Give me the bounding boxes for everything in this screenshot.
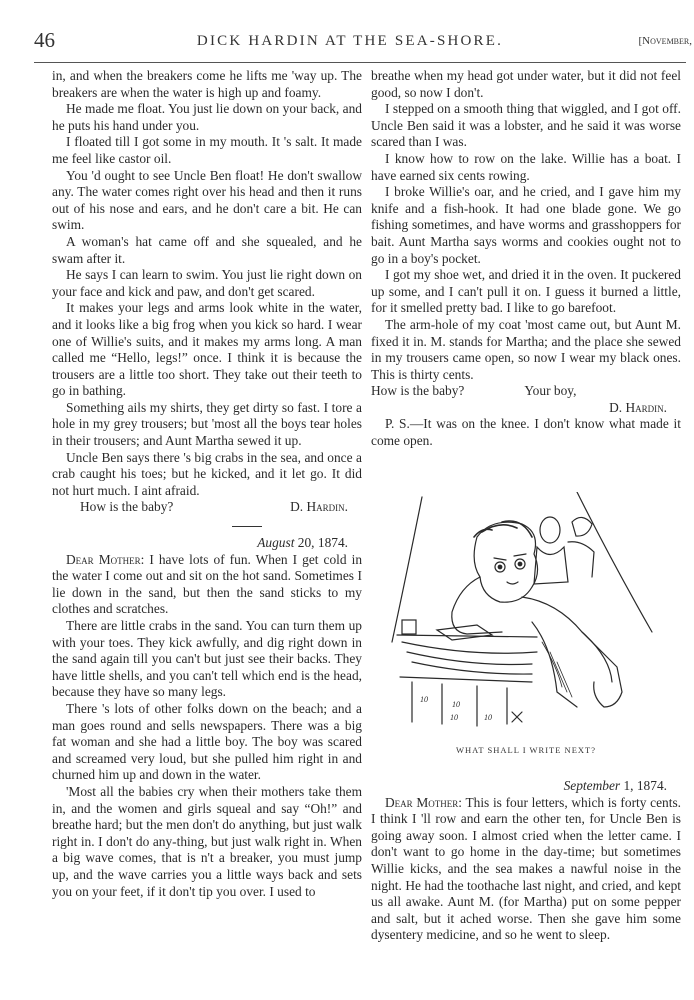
paragraph: I know how to row on the lake. Willie has a boat. I have earned six cents rowing. — [371, 150, 681, 183]
paragraph: I broke Willie's oar, and he cried, and I gave him my knife and a fish-hook. It had one blade gone. We go fishing sometimes, and have worms and grasshoppers for bait. Aunt Martha says worms and cookies ought not to go in a boy's pocket. — [371, 184, 681, 266]
issue-label: [November, — [638, 35, 692, 47]
salutation: Dear Mother — [385, 794, 459, 810]
paragraph: I got my shoe wet, and dried it in the oven. It puckered up some, and I can't pull it on. I guess it burned a little, for it smelled pretty bad. I like to go barefoot. — [371, 267, 681, 316]
ink-mark: 10 — [452, 700, 460, 709]
background-figures — [534, 517, 594, 584]
paragraph: Uncle Ben says there 's big crabs in the sea, and once a crab caught his toes; but he kicked, and it let go. It did not hurt much. I aint afraid. — [52, 449, 362, 498]
paragraph: The arm-hole of my coat 'most came out, but Aunt M. fixed it in. M. stands for Martha; and the place she sewed in my trousers came open, so now I wear my black ones. This is thirty cents. — [371, 316, 681, 382]
paragraph: 'Most all the babies cry when their mothers take them in, and the women and girls squeal and say “Oh!” and breathe hard; but the men don't do anything, but just walk right in. I don't do any-thing, but just walk right in. When a big wave comes, that is n't a breaker, you must jump up, and the wave carries you a little ways back and sets you on your feet, if it don't tip you over. I used to — [52, 783, 362, 899]
curtain-right — [577, 492, 652, 632]
ink-mark: 10 — [420, 695, 428, 704]
paragraph: in, and when the breakers come he lifts me 'way up. The breakers are when the water is high up and foamy. — [52, 68, 362, 100]
closing-question: How is the baby? — [371, 383, 465, 399]
paragraph: A woman's hat came off and she squealed, and he swam after it. — [52, 233, 362, 266]
left-column — [52, 68, 362, 900]
letter-closing — [371, 383, 681, 400]
ink-mark: 10 — [450, 713, 458, 722]
closing-question: How is the baby? — [80, 499, 174, 515]
signature: D. Hardin. — [609, 399, 667, 415]
paragraph — [52, 552, 362, 618]
paragraph: He says I can learn to swim. You just lie right down on your face and kick and paw, and don't get scared. — [52, 267, 362, 299]
section-divider — [232, 526, 262, 527]
paragraph: It makes your legs and arms look white in the water, and it looks like a big frog when you kick so hard. I wear one of Willie's suits, and it makes my arms long. A man called me “Hello, legs!” once. I think it is because the trousers are a little too short. They take out their teeth to go in bathing. — [52, 300, 362, 399]
paragraph: He made me float. You just lie down on your back, and he puts his hand under you. — [52, 101, 362, 133]
paragraph: There are little crabs in the sand. You can turn them up with your toes. They kick awfully, and dig right down in the sand again till you can't but just see their backs. They have little shells, and you can't tell which end is the head, because they have so many legs. — [52, 618, 362, 700]
date-rest: 20, 1874. — [294, 535, 348, 551]
running-title: DICK HARDIN AT THE SEA-SHORE. — [196, 33, 504, 49]
header-rule — [34, 62, 686, 63]
letter-closing — [52, 499, 362, 516]
paragraph-text: : This is four letters, which is forty cents. I think I 'll row and earn the other ten, for Uncle Ben is going away soon. I almost cried when the letter came. I don't want to go home in the day-time; but sometimes Willie kicks, and the sea makes a nawful noise in the night. He had the toothache last night, and cried, and kept us all awake. Aunt M. (for Martha) put on some pepper and salt, but it ached worse. Then she gave him some dysentery medicine, and so he went to sleep. — [371, 794, 682, 943]
paragraph — [371, 795, 681, 944]
postscript: P. S.—It was on the knee. I don't know what made it come open. — [371, 416, 681, 449]
figure-caption: WHAT SHALL I WRITE NEXT? — [456, 745, 596, 755]
ink-mark: 10 — [484, 713, 492, 722]
paragraph: Something ails my shirts, they get dirty so fast. I tore a hole in my grey trousers; but 'most all the boys tear holes in their trousers; and Aunt Martha sewed it up. — [52, 399, 362, 449]
right-column-lower — [371, 770, 681, 944]
letter-date — [371, 778, 681, 795]
salutation: Dear Mother — [66, 551, 141, 567]
boy-head — [474, 521, 538, 602]
paragraph-text: : I have lots of fun. When I get cold in the water I come out and sit on the hot sand. Sometimes I lie down in the sand, but then the sand sticks to my clothes and scratches. — [52, 551, 363, 617]
page-header — [34, 28, 692, 60]
signature: D. Hardin. — [290, 499, 348, 515]
date-rest: 1, 1874. — [620, 778, 667, 793]
paragraph: I stepped on a smooth thing that wiggled, and I got off. Uncle Ben said it was a lobster, and he said it was worse scared than I was. — [371, 101, 681, 150]
date-month: August — [257, 535, 295, 551]
right-column — [371, 68, 681, 450]
closing-phrase: Your boy, — [524, 383, 577, 399]
paragraph: I floated till I got some in my mouth. It 's salt. It made me feel like castor oil. — [52, 134, 362, 166]
artist-monogram — [512, 712, 522, 722]
inkwell — [402, 620, 416, 634]
paragraph: There 's lots of other folks down on the beach; and a man goes round and sells newspapers. There was a big fat woman and she had a little boy. The boy was scared and screamed very loud, but she pulled him right in and churned him up and down in the water. — [52, 700, 362, 783]
desk — [397, 620, 537, 726]
page-number: 46 — [34, 28, 55, 52]
illustration-boy-writing — [382, 492, 672, 727]
letter-date — [52, 535, 362, 552]
paragraph: breathe when my head got under water, but it did not feel good, so now I don't. — [371, 68, 681, 100]
date-month: September — [563, 778, 621, 793]
paragraph: You 'd ought to see Uncle Ben float! He don't swallow any. The water comes right over his head and then it runs out of his nose and ears, and he don't care a bit. He can swim. — [52, 167, 362, 233]
